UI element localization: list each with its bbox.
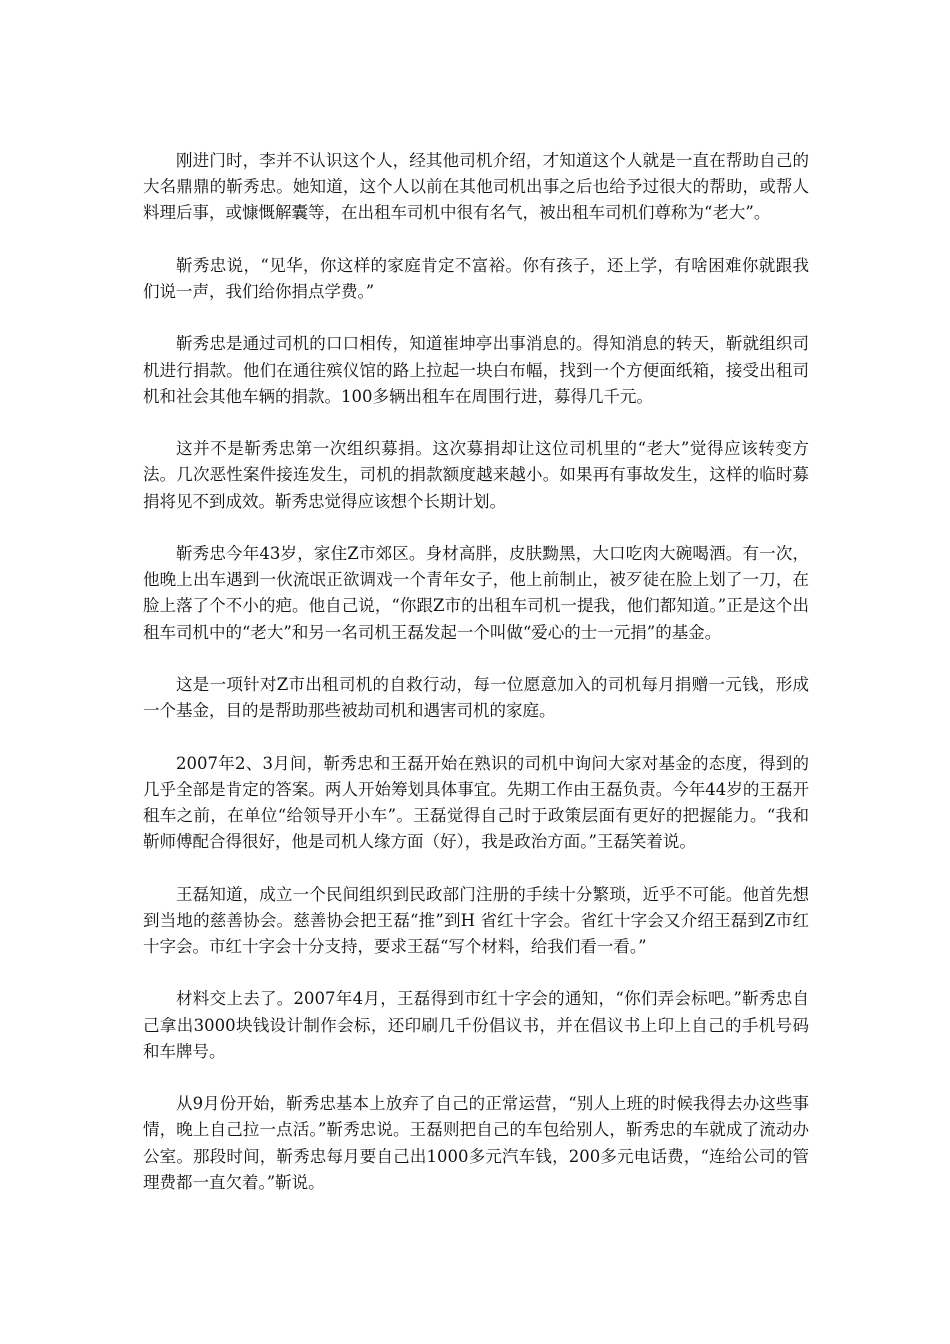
paragraph-3: 靳秀忠是通过司机的口口相传，知道崔坤亭出事消息的。得知消息的转天，靳就组织司机进行捐款。他们在通往殡仪馆的路上拉起一块白布幅，找到一个方便面纸箱，接受出租司机和社会其他车辆的捐款。100多辆出租车在周围行进，募得几千元。	[143, 334, 809, 406]
paragraph-10: 从9月份开始，靳秀忠基本上放弃了自己的正常运营，“别人上班的时候我得去办这些事情，晚上自己拉一点活。”靳秀忠说。王磊则把自己的车包给别人，靳秀忠的车就成了流动办公室。那段时间，靳秀忠每月要自己出1000多元汽车钱，200多元电话费，“连给公司的管理费都一直欠着。”靳说。	[143, 1094, 809, 1192]
paragraph-5: 靳秀忠今年43岁，家住Z市郊区。身材高胖，皮肤黝黑，大口吃肉大碗喝酒。有一次，他晚上出车遇到一伙流氓正欲调戏一个青年女子，他上前制止，被歹徒在脸上划了一刀，在脸上落了个不小的疤。他自己说，“你跟Z市的出租车司机一提我，他们都知道。”正是这个出租车司机中的“老大”和另一名司机王磊发起一个叫做“爱心的士一元捐”的基金。	[143, 543, 809, 642]
document-body	[143, 148, 809, 1222]
paragraph-2: 靳秀忠说，“见华，你这样的家庭肯定不富裕。你有孩子，还上学，有啥困难你就跟我们说一声，我们给你捐点学费。”	[143, 255, 809, 301]
paragraph-1: 刚进门时，李并不认识这个人，经其他司机介绍，才知道这个人就是一直在帮助自己的大名鼎鼎的靳秀忠。她知道，这个人以前在其他司机出事之后也给予过很大的帮助，或帮人料理后事，或慷慨解囊等，在出租车司机中很有名气，被出租车司机们尊称为“老大”。	[143, 151, 809, 223]
paragraph-7: 2007年2、3月间，靳秀忠和王磊开始在熟识的司机中询问大家对基金的态度，得到的几乎全部是肯定的答案。两人开始筹划具体事宜。先期工作由王磊负责。今年44岁的王磊开租车之前，在单位“给领导开小车”。王磊觉得自己时于政策层面有更好的把握能力。“我和靳师傅配合得很好，他是司机人缘方面（好），我是政治方面。”王磊笑着说。	[143, 753, 809, 852]
paragraph-6: 这是一项针对Z市出租司机的自救行动，每一位愿意加入的司机每月捐赠一元钱，形成一个基金，目的是帮助那些被劫司机和遇害司机的家庭。	[143, 674, 809, 721]
paragraph-9: 材料交上去了。2007年4月，王磊得到市红十字会的通知，“你们弄会标吧。”靳秀忠自己拿出3000块钱设计制作会标，还印刷几千份倡议书，并在倡议书上印上自己的手机号码和车牌号。	[143, 989, 809, 1061]
paragraph-4: 这并不是靳秀忠第一次组织募捐。这次募捐却让这位司机里的“老大”觉得应该转变方法。几次恶性案件接连发生，司机的捐款额度越来越小。如果再有事故发生，这样的临时募捐将见不到成效。靳秀忠觉得应该想个长期计划。	[143, 439, 809, 511]
paragraph-8: 王磊知道，成立一个民间组织到民政部门注册的手续十分繁琐，近乎不可能。他首先想到当地的慈善协会。慈善协会把王磊“推”到H 省红十字会。省红十字会又介绍王磊到Z市红十字会。市红十字会十分支持，要求王磊“写个材料，给我们看一看。”	[143, 884, 809, 956]
